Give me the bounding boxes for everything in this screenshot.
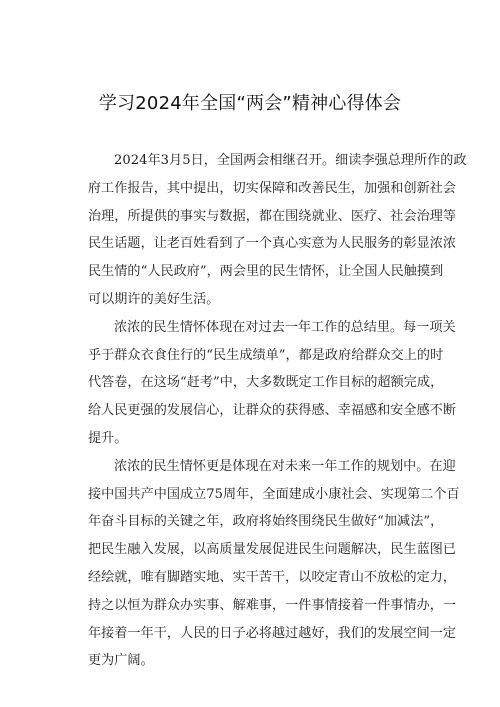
paragraph-line: 年奋斗目标的关键之年，政府将始终围绕民生做好“加减法”， [88, 514, 444, 530]
paragraph-line: 提升。 [88, 430, 128, 446]
paragraph-line: 给人民更强的发展信心，让群众的获得感、幸福感和安全感不断 [88, 403, 457, 419]
paragraph-line: 经绘就，唯有脚踏实地、实干苦干，以咬定青山不放松的定力， [88, 569, 457, 585]
paragraph-line: 接中国共产中国成立75周年，全面建成小康社会、实现第二个百 [88, 486, 460, 502]
paragraph-line: 持之以恒为群众办实事、解难事，一件事情接着一件事情办，一 [88, 597, 457, 613]
paragraph-3 [88, 453, 460, 675]
paragraph-line: 可以期许的美好生活。 [88, 291, 220, 307]
paragraph-line: 府工作报告，其中提出，切实保障和改善民生，加强和创新社会 [88, 180, 457, 196]
paragraph-line: 浓浓的民生情怀更是体现在对未来一年工作的规划中。在迎 [114, 458, 456, 474]
paragraph-line: 年接着一年干，人民的日子必将越过越好，我们的发展空间一定 [88, 625, 457, 641]
paragraph-line: 代答卷，在这场“赶考”中，大多数既定工作目标的超额完成， [88, 375, 444, 391]
paragraph-line: 更为广阔。 [88, 653, 154, 669]
paragraph-line: 治理，所提供的事实与数据，都在围绕就业、医疗、社会治理等 [88, 208, 457, 224]
document-body [88, 147, 467, 675]
document-title: 学习2024年全国“两会”精神心得体会 [98, 93, 402, 114]
paragraph-line: 民生情的“人民政府”，两会里的民生情怀，让全国人民触摸到 [88, 264, 444, 280]
paragraph-line: 民生话题，让老百姓看到了一个真心实意为人民服务的彰显浓浓 [88, 236, 457, 252]
paragraph-2 [88, 314, 457, 453]
paragraph-line: 2024年3月5日，全国两会相继召开。细读李强总理所作的政 [114, 153, 467, 168]
paragraph-1 [88, 147, 467, 314]
paragraph-line: 把民生融入发展，以高质量发展促进民生问题解决，民生蓝图已 [88, 542, 457, 558]
paragraph-line: 浓浓的民生情怀体现在对过去一年工作的总结里。每一项关 [114, 319, 456, 335]
paragraph-line: 乎于群众衣食住行的“民生成绩单”，都是政府给群众交上的时 [88, 347, 444, 363]
